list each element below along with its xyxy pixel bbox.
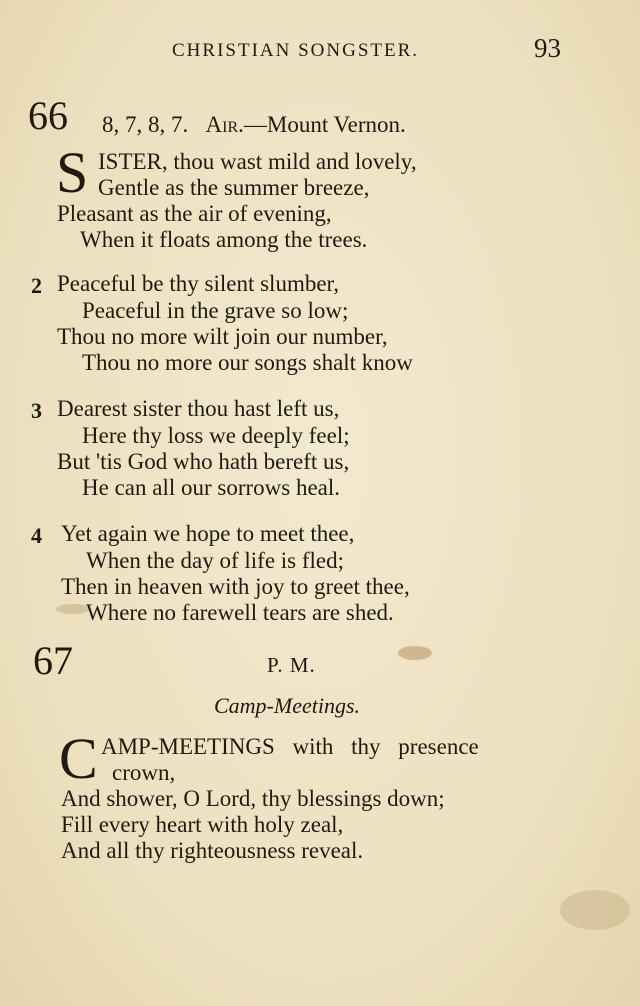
verse-number: 2 [31, 273, 42, 298]
verse-line: Dearest sister thou hast left us, [57, 396, 340, 421]
verse-line: He can all our sorrows heal. [82, 475, 341, 500]
hymn-number: 66 [28, 93, 68, 138]
hymn-meter-line [102, 112, 406, 138]
verse-number: 4 [31, 523, 42, 548]
paper-stain [560, 890, 630, 930]
air-name: Mount Vernon. [266, 112, 406, 137]
drop-cap: S [56, 140, 89, 205]
verse-line: And all thy righteousness reveal. [61, 838, 364, 863]
verse-line: Peaceful be thy silent slumber, [57, 271, 340, 296]
hymn-title: Camp-Meetings. [214, 693, 361, 718]
hymn-meter: P. M. [267, 653, 316, 677]
air-label: Air. [205, 112, 244, 137]
verse-line: Then in heaven with joy to greet thee, [61, 574, 410, 599]
verse-line: Where no farewell tears are shed. [86, 600, 394, 625]
hymn-number: 67 [33, 638, 73, 683]
verse-line: Gentle as the summer breeze, [98, 175, 370, 200]
paper-stain [56, 604, 90, 614]
verse-line: When the day of life is fled; [86, 548, 345, 573]
drop-cap: C [59, 726, 98, 791]
verse-line: AMP-MEETINGS with thy presence [101, 734, 479, 759]
verse-line: Yet again we hope to meet thee, [61, 521, 355, 546]
air-dash: — [243, 112, 267, 137]
verse-line: ISTER, thou wast mild and lovely, [98, 149, 417, 174]
verse-number: 3 [31, 398, 42, 423]
verse-line: But 'tis God who hath bereft us, [57, 449, 350, 474]
verse-line: Pleasant as the air of evening, [57, 201, 332, 226]
verse-line: And shower, O Lord, thy blessings down; [61, 786, 445, 811]
hymn-meter: 8, 7, 8, 7. [102, 112, 189, 137]
running-header: CHRISTIAN SONGSTER. [172, 40, 420, 61]
page-number: 93 [534, 33, 561, 63]
verse-line: Thou no more wilt join our number, [57, 324, 388, 349]
verse-line: Fill every heart with holy zeal, [61, 812, 344, 837]
verse-line: Here thy loss we deeply feel; [82, 423, 350, 448]
verse-line: Peaceful in the grave so low; [82, 298, 349, 323]
verse-line: When it floats among the trees. [80, 227, 368, 252]
verse-line: Thou no more our songs shalt know [82, 350, 413, 375]
verse-line: crown, [112, 760, 176, 785]
paper-stain [398, 646, 432, 660]
